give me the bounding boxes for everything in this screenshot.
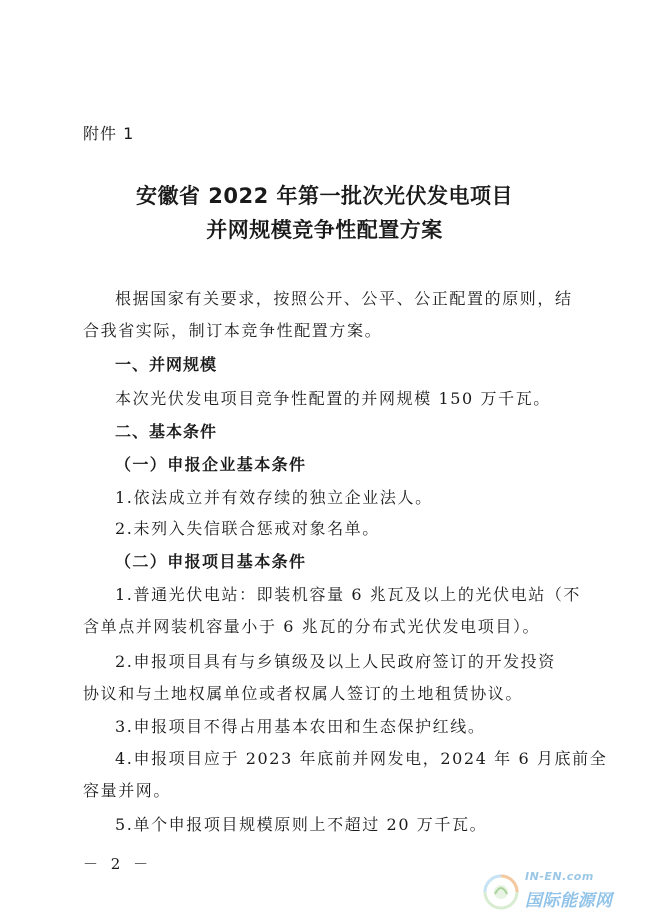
attachment-label: 附件 1 [83,124,135,143]
in-en-logo-icon [481,872,521,912]
subsection-2-item-3: 3.申报项目不得占用基本农田和生态保护红线。 [115,717,486,736]
intro-paragraph-line-1: 根据国家有关要求，按照公开、公平、公正配置的原则，结 [115,289,573,308]
subsection-2-heading: （二）申报项目基本条件 [115,552,307,571]
subsection-1-heading: （一）申报企业基本条件 [115,455,307,474]
page-number: － 2 － [83,855,153,873]
watermark-site: IN-EN.com [525,870,594,883]
watermark [481,866,641,914]
subsection-2-item-4-line-2: 容量并网。 [83,781,172,800]
subsection-2-item-5: 5.单个申报项目规模原则上不超过 20 万千瓦。 [115,815,488,834]
section-1-heading: 一、并网规模 [115,355,218,374]
section-1-text: 本次光伏发电项目竞争性配置的并网规模 150 万千瓦。 [115,389,551,408]
section-2-heading: 二、基本条件 [115,422,218,441]
subsection-1-item-2: 2.未列入失信联合惩戒对象名单。 [115,519,380,538]
subsection-2-item-1-line-2: 含单点并网装机容量小于 6 兆瓦的分布式光伏发电项目）。 [83,617,541,636]
watermark-name: 国际能源网 [525,891,613,911]
intro-paragraph-line-2: 合我省实际，制订本竞争性配置方案。 [83,321,383,340]
document-title-line-1: 安徽省 2022 年第一批次光伏发电项目 [135,184,514,208]
subsection-2-item-1-line-1: 1.普通光伏电站：即装机容量 6 兆瓦及以上的光伏电站（不 [115,585,582,604]
subsection-2-item-2-line-2: 协议和与土地权属单位或者权属人签订的土地租赁协议。 [83,684,524,703]
document-title-line-2: 并网规模竞争性配置方案 [206,218,443,242]
subsection-2-item-2-line-1: 2.申报项目具有与乡镇级及以上人民政府签订的开发投资 [115,652,556,671]
subsection-2-item-4-line-1: 4.申报项目应于 2023 年底前并网发电，2024 年 6 月底前全 [115,749,608,768]
subsection-1-item-1: 1.依法成立并有效存续的独立企业法人。 [115,488,433,507]
